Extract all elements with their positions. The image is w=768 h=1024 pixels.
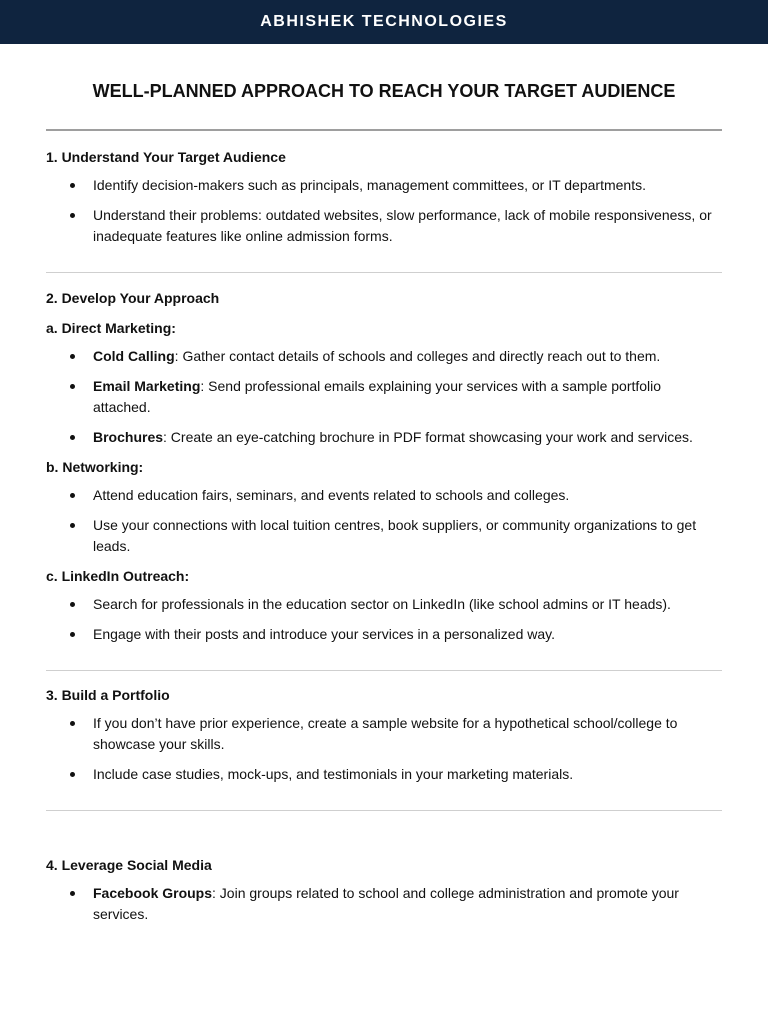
list-item [69,427,722,448]
list-item: Understand their problems: outdated websites, slow performance, lack of mobile responsiveness, or inadequate features like online admission forms. [69,205,722,247]
subsection-heading: a. Direct Marketing: [46,320,176,336]
list-item-text: : Join groups related to school and college administration and promote your services. [93,885,679,922]
section-develop-approach [46,289,722,645]
document-title: WELL-PLANNED APPROACH TO REACH YOUR TARGET AUDIENCE [92,81,676,101]
list-item-text: : Gather contact details of schools and colleges and directly reach out to them. [174,348,661,364]
document-body [46,44,722,925]
title-divider [46,129,722,131]
list-item-text: : Create an eye-catching brochure in PDF format showcasing your work and services. [163,429,693,445]
list-item-term: Cold Calling [93,348,175,364]
bullet-list [69,175,722,247]
section-social-media [46,856,722,925]
list-item [69,346,722,367]
subsection-heading: c. LinkedIn Outreach: [46,568,190,584]
list-item-term: Facebook Groups [93,885,213,901]
header-bar [0,0,768,44]
company-name: ABHISHEK TECHNOLOGIES [260,13,508,30]
section-divider [46,810,722,811]
list-item [69,376,722,418]
list-item-text: : Send professional emails explaining your services with a sample portfolio attached. [93,378,662,415]
list-item-term: Email Marketing [93,378,201,394]
bullet-list [69,883,722,925]
list-item: If you don’t have prior experience, create a sample website for a hypothetical school/college to showcase your skills. [69,713,722,755]
bullet-list [69,485,722,557]
list-item: Search for professionals in the education sector on LinkedIn (like school admins or IT heads). [69,594,722,615]
bullet-list [69,713,722,785]
section-divider [46,670,722,671]
list-item: Attend education fairs, seminars, and events related to schools and colleges. [69,485,722,506]
list-item: Engage with their posts and introduce your services in a personalized way. [69,624,722,645]
section-build-portfolio [46,686,722,785]
bullet-list [69,594,722,645]
section-heading: 2. Develop Your Approach [46,290,220,306]
section-divider [46,272,722,273]
bullet-list [69,346,722,448]
list-item: Include case studies, mock-ups, and testimonials in your marketing materials. [69,764,722,785]
list-item [69,883,722,925]
section-heading: 4. Leverage Social Media [46,857,212,873]
section-understand-audience [46,148,722,247]
list-item: Identify decision-makers such as principals, management committees, or IT departments. [69,175,722,196]
subsection-heading: b. Networking: [46,459,144,475]
section-heading: 1. Understand Your Target Audience [46,149,286,165]
list-item: Use your connections with local tuition centres, book suppliers, or community organizations to get leads. [69,515,722,557]
list-item-term: Brochures [93,429,164,445]
section-heading: 3. Build a Portfolio [46,687,170,703]
